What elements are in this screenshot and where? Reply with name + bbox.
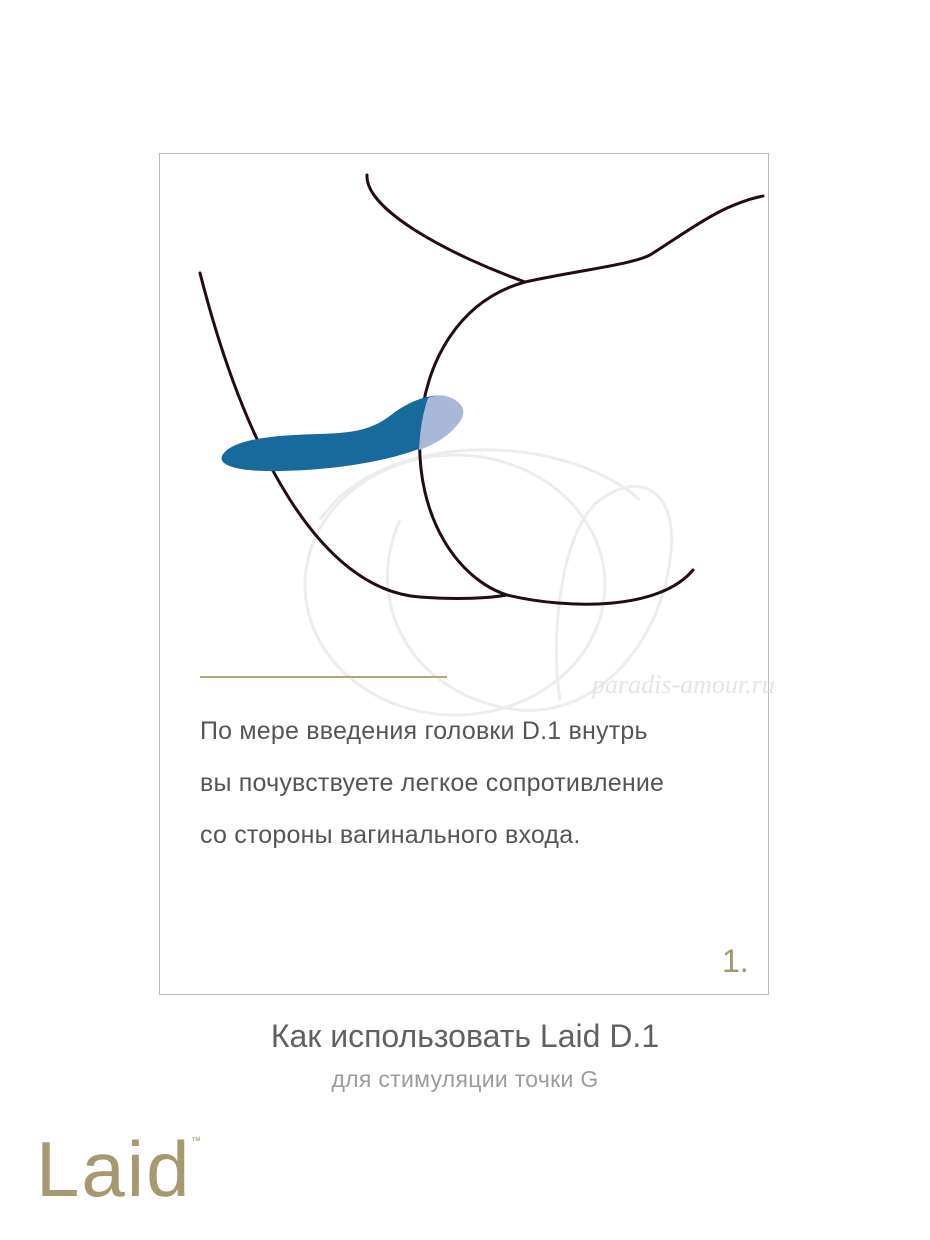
trademark-mark: ™: [191, 1136, 201, 1147]
instruction-line: со стороны вагинального входа.: [200, 821, 581, 849]
instruction-line: По мере введения головки D.1 внутрь: [200, 717, 648, 745]
gold-divider: [200, 676, 447, 678]
instruction-text: [200, 705, 760, 861]
caption-title: Как использовать Laid D.1: [270, 1018, 660, 1054]
logo-text: Laid: [36, 1128, 192, 1204]
instruction-line: вы почувствуете легкое сопротивление: [200, 769, 665, 797]
body-outline: [200, 175, 763, 604]
caption-subtitle: для стимуляции точки G: [331, 1066, 599, 1092]
laid-logo: [36, 1128, 206, 1204]
step-number: 1.: [722, 943, 749, 979]
device-d1: [222, 396, 464, 472]
watermark-text: paradis-amour.ru: [592, 670, 775, 699]
